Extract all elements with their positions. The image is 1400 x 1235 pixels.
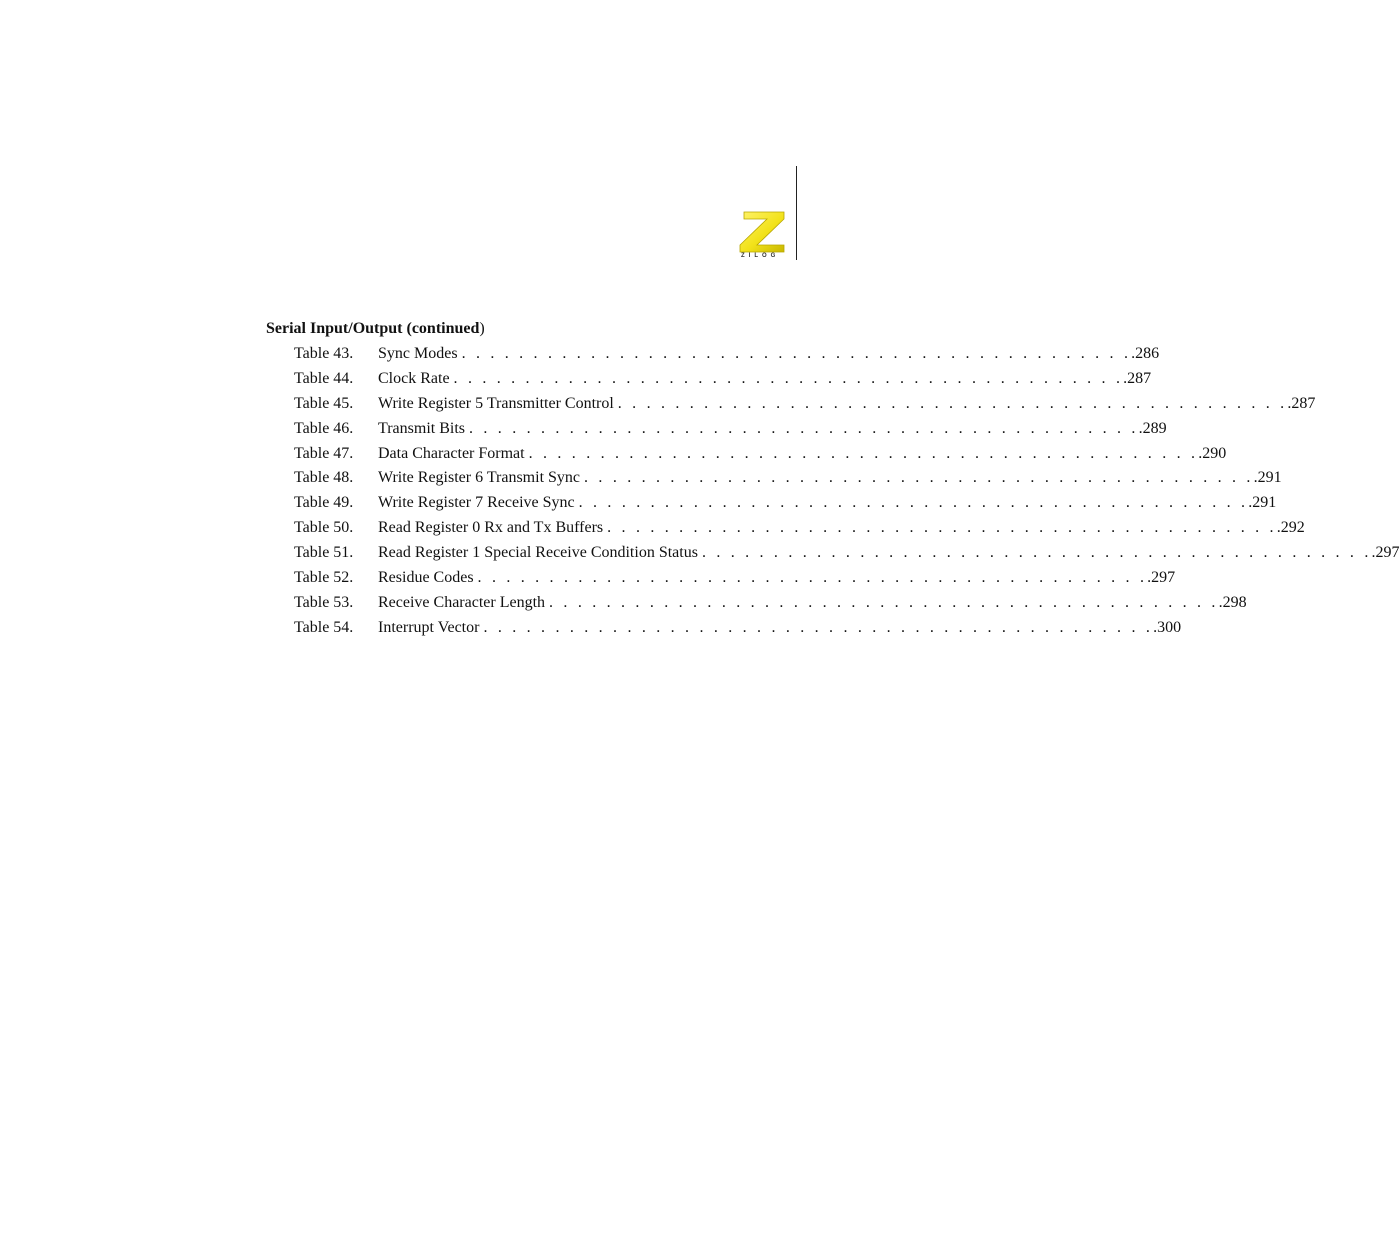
toc-entry[interactable] (266, 591, 1247, 616)
dot-leader: . . . . . . . . . . . . . . . . . . . . . . . . . . . . . . . . . . . . . . . . . . . . . . . (607, 519, 1277, 537)
dot-leader: . . . . . . . . . . . . . . . . . . . . . . . . . . . . . . . . . . . . . . . . . . . . . . . (549, 593, 1219, 611)
toc-entry-title: Receive Character Length (378, 593, 546, 611)
toc-entry[interactable] (266, 616, 1182, 641)
toc-entry[interactable] (266, 566, 1176, 591)
toc-entry[interactable] (266, 541, 1400, 566)
dot-leader: . . . . . . . . . . . . . . . . . . . . . . . . . . . . . . . . . . . . . . . . . . . . . . . (469, 419, 1139, 437)
section-heading-close: ) (479, 320, 485, 337)
toc-entry-title: Sync Modes (378, 345, 458, 362)
dot-leader: . . . . . . . . . . . . . . . . . . . . . . . . . . . . . . . . . . . . . . . . . . . . . . . (453, 369, 1124, 387)
toc-entry[interactable] (266, 466, 1282, 491)
toc-entry-title: Read Register 1 Special Receive Condition Status (378, 544, 698, 562)
toc-entry-title: Write Register 6 Transmit Sync (378, 469, 581, 487)
toc-entry-label: Table 54. (294, 618, 354, 636)
toc-entry-page: .290 (1198, 444, 1227, 462)
toc-entry-title: Write Register 5 Transmitter Control (378, 394, 614, 412)
toc-entry-page: .287 (1287, 394, 1316, 412)
toc-entry[interactable] (266, 417, 1167, 442)
zilog-wordmark: ZILOG (741, 253, 780, 259)
toc-entry-title: Transmit Bits (378, 419, 465, 437)
toc-entry-page: .291 (1253, 469, 1282, 487)
toc-entry-title: Clock Rate (378, 369, 450, 387)
section-heading-text: Serial Input/Output (continued (266, 320, 480, 337)
toc-entry-title: Read Register 0 Rx and Tx Buffers (378, 519, 604, 537)
toc-entry-label: Table 51. (294, 544, 354, 562)
dot-leader: . . . . . . . . . . . . . . . . . . . . . . . . . . . . . . . . . . . . . . . . . . . . . . . (461, 345, 1132, 362)
dot-leader: . . . . . . . . . . . . . . . . . . . . . . . . . . . . . . . . . . . . . . . . . . . . . . . (701, 544, 1372, 562)
toc-entry[interactable] (266, 367, 1152, 392)
zilog-z-icon (738, 210, 788, 254)
toc-entry-title: Data Character Format (378, 444, 525, 462)
dot-leader: . . . . . . . . . . . . . . . . . . . . . . . . . . . . . . . . . . . . . . . . . . . . . . . (584, 469, 1254, 487)
toc-entry[interactable] (266, 491, 1277, 516)
toc-entry-label: Table 48. (294, 469, 354, 487)
dot-leader: . . . . . . . . . . . . . . . . . . . . . . . . . . . . . . . . . . . . . . . . . . . . . . . (528, 444, 1199, 462)
toc-entry-label: Table 46. (294, 419, 354, 437)
toc-entry-label: Table 49. (294, 494, 354, 512)
toc-entry-label: Table 52. (294, 569, 354, 587)
toc-entry-page: .287 (1123, 369, 1152, 387)
toc-entry-page: .300 (1153, 618, 1182, 636)
toc-entry-page: .286 (1131, 345, 1160, 362)
toc-entry[interactable] (266, 342, 1160, 367)
toc-entry-label: Table 43. (294, 345, 354, 362)
dot-leader: . . . . . . . . . . . . . . . . . . . . . . . . . . . . . . . . . . . . . . . . . . . . . . . (578, 494, 1249, 512)
toc-entry-label: Table 45. (294, 394, 354, 412)
toc-entry-title: Residue Codes (378, 569, 474, 587)
section-heading (266, 318, 800, 340)
toc-entry-label: Table 44. (294, 369, 354, 387)
toc-entry-page: .291 (1248, 494, 1277, 512)
toc-entry-page: .289 (1138, 419, 1167, 437)
toc-list (266, 342, 1400, 641)
header-rule (796, 166, 797, 260)
toc-entry[interactable] (266, 392, 1316, 417)
dot-leader: . . . . . . . . . . . . . . . . . . . . . . . . . . . . . . . . . . . . . . . . . . . . . . . (617, 394, 1288, 412)
toc-entry-page: .297 (1371, 544, 1400, 562)
toc-entry-label: Table 53. (294, 593, 354, 611)
toc-entry-page: .292 (1276, 519, 1305, 537)
toc-entry-label: Table 47. (294, 444, 354, 462)
toc-entry-page: .298 (1218, 593, 1247, 611)
dot-leader: . . . . . . . . . . . . . . . . . . . . . . . . . . . . . . . . . . . . . . . . . . . . . . . (477, 569, 1148, 587)
toc-entry-page: .297 (1147, 569, 1176, 587)
toc-entry[interactable] (266, 442, 1227, 467)
toc-entry-title: Write Register 7 Receive Sync (378, 494, 575, 512)
toc-entry-title: Interrupt Vector (378, 618, 480, 636)
toc-entry[interactable] (266, 516, 1305, 541)
toc-section (266, 318, 1400, 641)
toc-entry-label: Table 50. (294, 519, 354, 537)
dot-leader: . . . . . . . . . . . . . . . . . . . . . . . . . . . . . . . . . . . . . . . . . . . . . . . (483, 618, 1154, 636)
